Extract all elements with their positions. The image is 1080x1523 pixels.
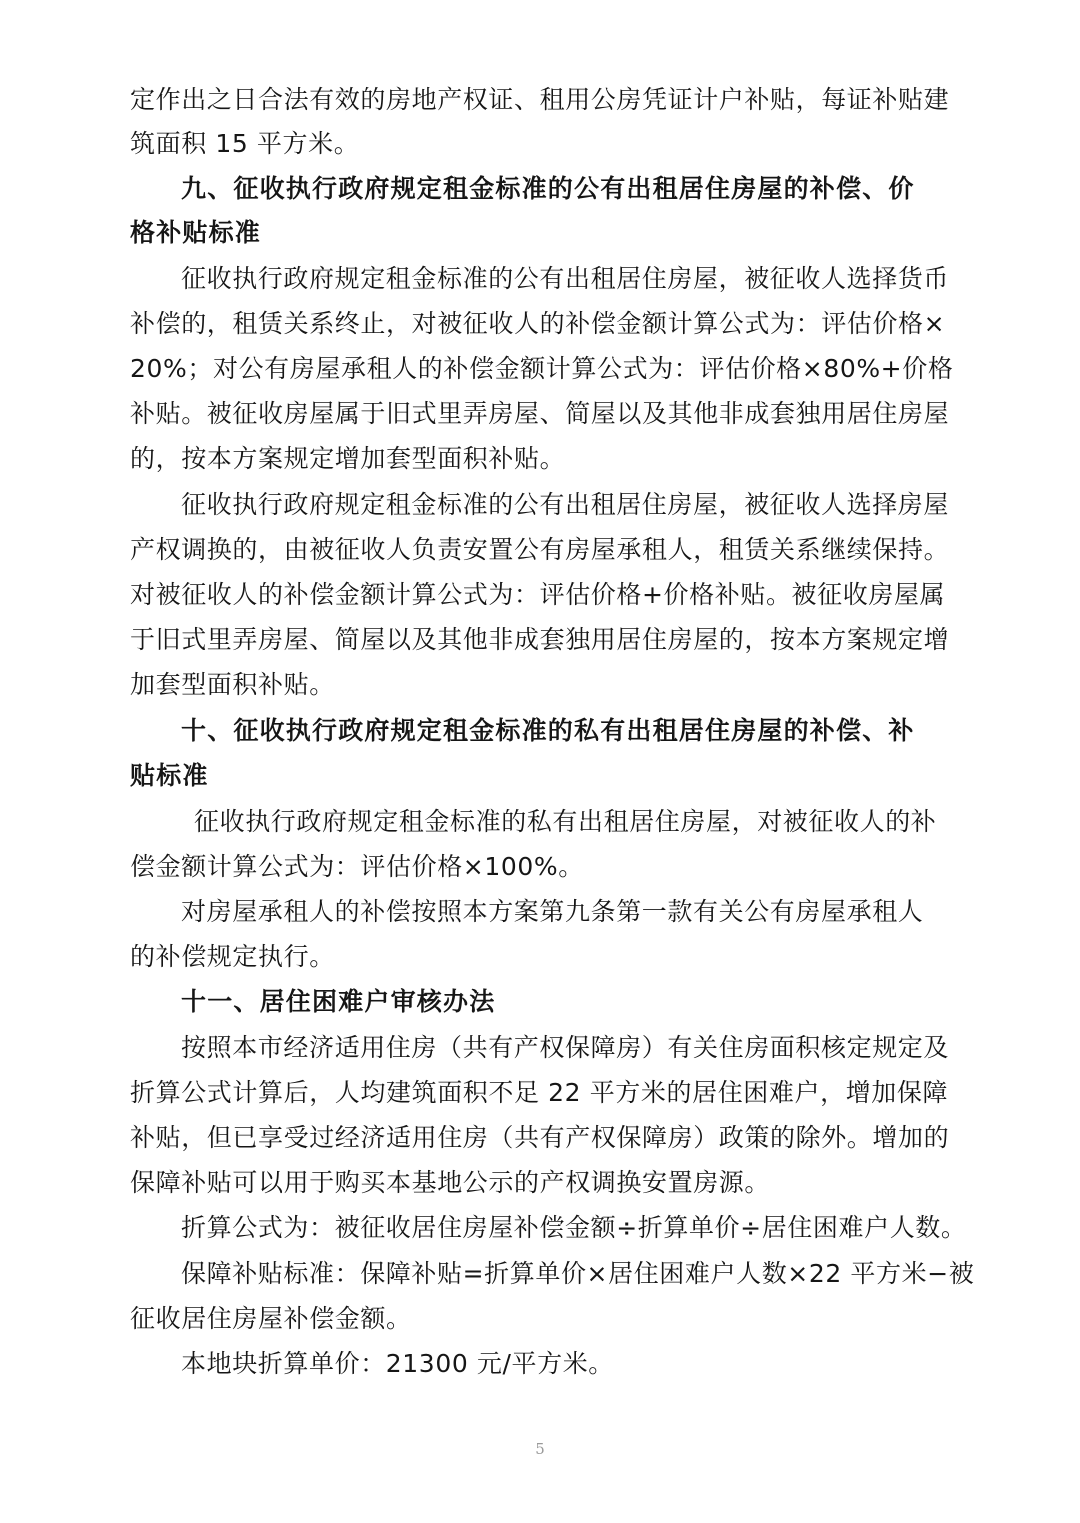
paragraph-line: 保障补贴标准：保障补贴=折算单价×居住困难户人数×22 平方米−被 <box>181 1259 975 1288</box>
paragraph-line: 偿金额计算公式为：评估价格×100%。 <box>130 852 584 881</box>
section-heading-10: 十、征收执行政府规定租金标准的私有出租居住房屋的补偿、补 <box>181 716 915 745</box>
section-heading-9-cont: 格补贴标准 <box>130 218 262 247</box>
paragraph-line: 于旧式里弄房屋、简屋以及其他非成套独用居住房屋的，按本方案规定增 <box>130 625 950 654</box>
paragraph-line: 补偿的，租赁关系终止，对被征收人的补偿金额计算公式为：评估价格× <box>130 309 946 338</box>
paragraph-line: 定作出之日合法有效的房地产权证、租用公房凭证计户补贴，每证补贴建 <box>130 85 950 114</box>
paragraph-line: 20%；对公有房屋承租人的补偿金额计算公式为：评估价格×80%+价格 <box>130 354 954 383</box>
paragraph-line: 折算公式为：被征收居住房屋补偿金额÷折算单价÷居住困难户人数。 <box>181 1213 967 1242</box>
paragraph-line: 本地块折算单价：21300 元/平方米。 <box>181 1349 614 1378</box>
paragraph-line: 征收执行政府规定租金标准的私有出租居住房屋，对被征收人的补 <box>194 807 937 836</box>
page-number: 5 <box>535 1440 545 1458</box>
paragraph-line: 的补偿规定执行。 <box>130 942 335 971</box>
paragraph-line: 征收执行政府规定租金标准的公有出租居住房屋，被征收人选择房屋 <box>181 490 950 519</box>
paragraph-line: 补贴，但已享受过经济适用住房（共有产权保障房）政策的除外。增加的 <box>130 1123 950 1152</box>
section-heading-9: 九、征收执行政府规定租金标准的公有出租居住房屋的补偿、价 <box>181 174 915 203</box>
paragraph-line: 对被征收人的补偿金额计算公式为：评估价格+价格补贴。被征收房屋属 <box>130 580 946 609</box>
paragraph-line: 筑面积 15 平方米。 <box>130 129 360 158</box>
paragraph-line: 征收居住房屋补偿金额。 <box>130 1304 412 1333</box>
paragraph-line: 征收执行政府规定租金标准的公有出租居住房屋，被征收人选择货币 <box>181 264 950 293</box>
paragraph-line: 产权调换的，由被征收人负责安置公有房屋承租人，租赁关系继续保持。 <box>130 535 950 564</box>
paragraph-line: 对房屋承租人的补偿按照本方案第九条第一款有关公有房屋承租人 <box>181 897 924 926</box>
section-heading-11: 十一、居住困难户审核办法 <box>181 987 496 1016</box>
paragraph-line: 保障补贴可以用于购买本基地公示的产权调换安置房源。 <box>130 1168 771 1197</box>
paragraph-line: 折算公式计算后，人均建筑面积不足 22 平方米的居住困难户，增加保障 <box>130 1078 949 1107</box>
paragraph-line: 加套型面积补贴。 <box>130 670 335 699</box>
section-heading-10-cont: 贴标准 <box>130 761 209 790</box>
paragraph-line: 按照本市经济适用住房（共有产权保障房）有关住房面积核定规定及 <box>181 1033 950 1062</box>
paragraph-line: 补贴。被征收房屋属于旧式里弄房屋、简屋以及其他非成套独用居住房屋 <box>130 399 950 428</box>
paragraph-line: 的，按本方案规定增加套型面积补贴。 <box>130 444 566 473</box>
